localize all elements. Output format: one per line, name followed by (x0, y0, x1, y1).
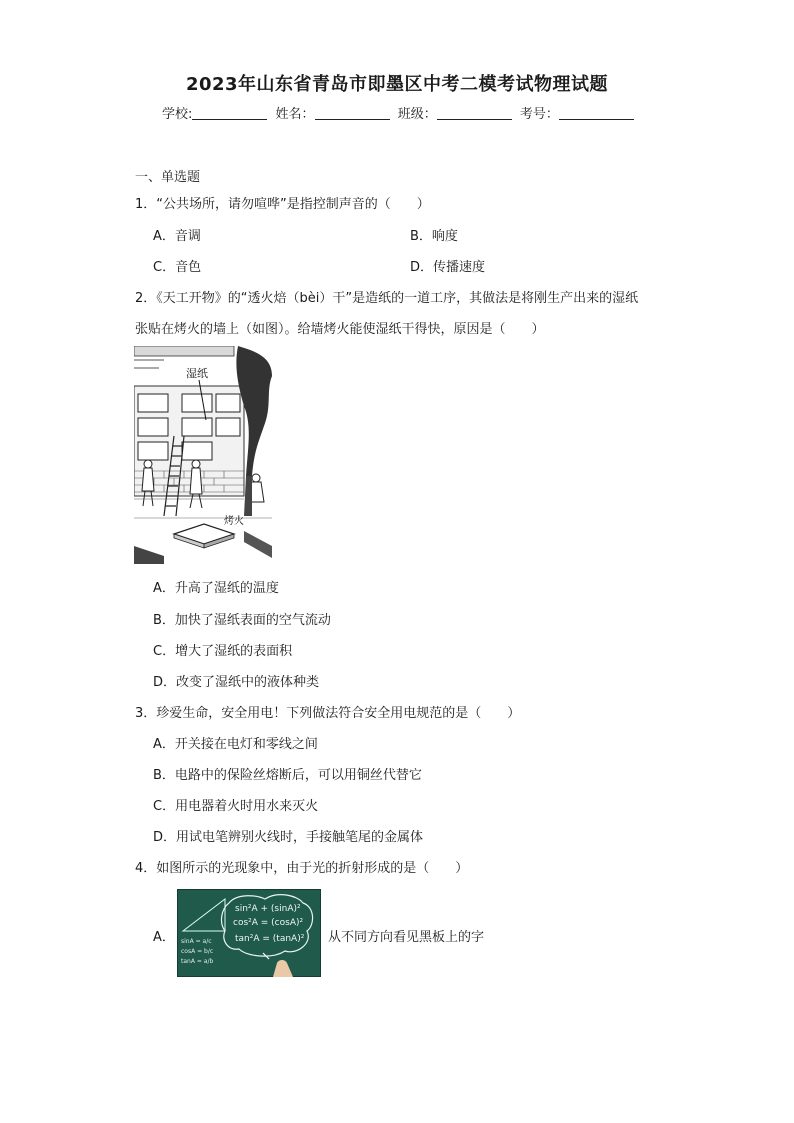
question-1: 1．“公共场所，请勿喧哗”是指控制声音的（ ） (135, 197, 430, 212)
question-4: 4．如图所示的光现象中，由于光的折射形成的是（ ） (135, 861, 469, 876)
q1-option-c: C．音色 (153, 260, 202, 275)
wet-paper-label: 湿纸 (186, 367, 208, 380)
q2-option-a: A．升高了湿纸的温度 (153, 581, 279, 596)
fire-label: 烤火 (224, 516, 244, 527)
board-line-1: sin²A + (sinA)² (235, 904, 301, 914)
q3-option-a: A．开关接在电灯和零线之间 (153, 737, 318, 752)
q1-option-d: D．传播速度 (410, 260, 486, 275)
page-title: 2023年山东省青岛市即墨区中考二模考试物理试题 (185, 74, 609, 95)
question-2-line-2: 张贴在烤火的墙上（如图）。给墙烤火能使湿纸干得快，原因是（ ） (135, 322, 545, 337)
q4-option-a-text: 从不同方向看见黑板上的字 (328, 930, 485, 945)
q2-option-d: D．改变了湿纸中的液体种类 (153, 675, 320, 690)
exam-no-label: 考号： (519, 107, 559, 122)
board-line-2: cos²A = (cosA)² (233, 918, 304, 928)
class-blank[interactable] (437, 106, 512, 120)
school-label: 学校: (162, 107, 193, 122)
q2-option-c: C．增大了湿纸的表面积 (153, 644, 293, 659)
name-label: 姓名： (275, 107, 315, 122)
class-label: 班级： (397, 107, 437, 122)
question-2-line-1: 2．《天工开物》的“透火焙（bèi）干”是造纸的一道工序，其做法是将刚生产出来的湿纸 (135, 291, 639, 306)
student-info-row (162, 103, 638, 122)
q1-option-a: A．音调 (153, 229, 201, 244)
q2-option-b: B．加快了湿纸表面的空气流动 (153, 613, 331, 628)
question-3: 3．珍爱生命，安全用电！下列做法符合安全用电规范的是（ ） (135, 706, 521, 721)
section-heading: 一、单选题 (135, 170, 201, 185)
exam-no-blank[interactable] (559, 106, 634, 120)
board-line-3: tan²A = (tanA)² (235, 934, 305, 944)
q3-option-d: D．用试电笔辨别火线时，手接触笔尾的金属体 (153, 830, 424, 845)
q3-option-b: B．电路中的保险丝熔断后，可以用铜丝代替它 (153, 768, 422, 783)
name-blank[interactable] (315, 106, 390, 120)
paper-drying-illustration (134, 346, 272, 564)
board-line-6: tanA = a/b (181, 958, 214, 965)
q3-option-c: C．用电器着火时用水来灭火 (153, 799, 319, 814)
board-line-4: sinA = a/c (181, 938, 212, 945)
q1-option-b: B．响度 (410, 229, 458, 244)
q4-option-a-label: A． (153, 930, 175, 945)
school-blank[interactable] (192, 106, 267, 120)
blackboard-image (177, 889, 321, 977)
board-line-5: cosA = b/c (181, 948, 214, 955)
